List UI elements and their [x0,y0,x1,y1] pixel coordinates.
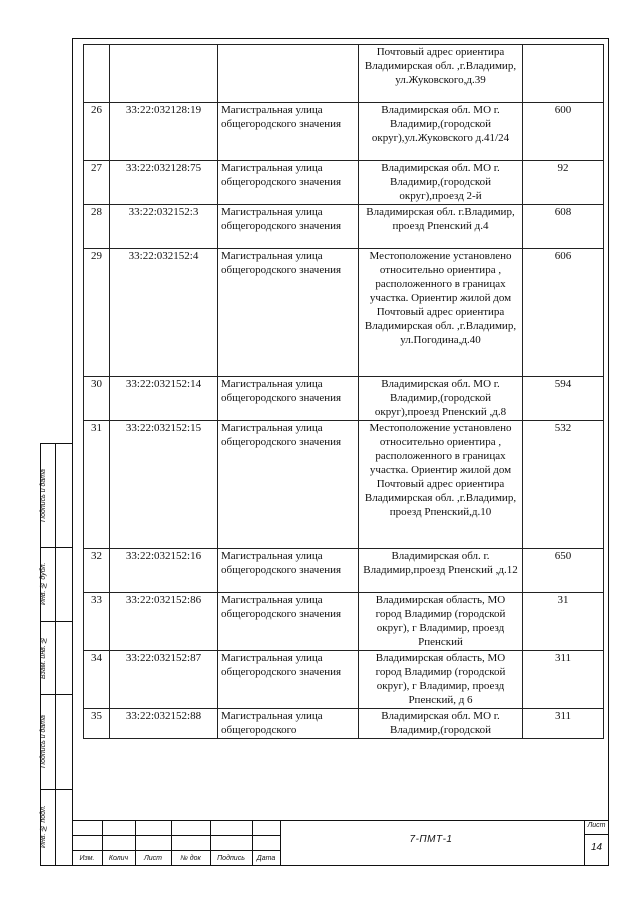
title-block-line [584,834,609,835]
address: Владимирская обл. МО г. Владимир,(городской [359,709,523,739]
sheet-number: 14 [590,842,603,853]
address: Владимирская обл. МО г. Владимир,(городской округ),проезд 2-й [359,161,523,205]
area: 92 [523,161,604,205]
stamp-divider [41,547,72,548]
table-row [84,205,604,249]
title-block-line [72,835,280,836]
table-row [84,593,604,651]
land-use: Магистральная улица общегородского значения [218,651,359,709]
table-row [84,651,604,709]
area: 650 [523,549,604,593]
row-number: 30 [84,377,110,421]
address: Владимирская область, МО город Владимир (городской округ), г Владимир, проезд Рпенский [359,593,523,651]
cadastral-number: 33:22:032152:88 [110,709,218,739]
col-label-sheet: Лист [143,855,163,862]
address: Владимирская обл. г.Владимир, проезд Рпенский д.4 [359,205,523,249]
table-row [84,709,604,739]
area: 31 [523,593,604,651]
area: 311 [523,709,604,739]
land-use: Магистральная улица общегородского [218,709,359,739]
area [523,45,604,103]
row-number [84,45,110,103]
row-number: 28 [84,205,110,249]
stamp-divider [41,621,72,622]
row-number: 33 [84,593,110,651]
area: 606 [523,249,604,377]
land-use: Магистральная улица общегородского значения [218,161,359,205]
cadastral-number: 33:22:032128:75 [110,161,218,205]
col-label-quantity: Колич [108,855,129,862]
stamp-divider [41,789,72,790]
title-block-line [72,850,280,851]
table-row [84,377,604,421]
cadastral-number: 33:22:032152:16 [110,549,218,593]
row-number: 34 [84,651,110,709]
address: Почтовый адрес ориентира Владимирская обл. ,г.Владимир, ул.Жуковского,д.39 [359,45,523,103]
land-use [218,45,359,103]
land-use: Магистральная улица общегородского значения [218,421,359,549]
row-number: 31 [84,421,110,549]
stamp-original-inventory: Инв. № подл. [40,805,47,849]
table-row [84,421,604,549]
cadastral-number: 33:22:032152:15 [110,421,218,549]
row-number: 35 [84,709,110,739]
land-use: Магистральная улица общегородского значения [218,549,359,593]
col-label-date: Дата [256,855,276,862]
title-block-line [72,820,609,821]
land-plots-table [83,44,604,739]
cadastral-number: 33:22:032152:14 [110,377,218,421]
land-use: Магистральная улица общегородского значения [218,377,359,421]
stamp-duplicate-inventory: Инв. № дубл. [40,562,47,606]
col-label-doc-number: № док [180,855,201,862]
table-row [84,249,604,377]
row-number: 27 [84,161,110,205]
address: Местоположение установлено относительно ориентира , расположенного в границах участка. Ориентир жилой дом Почтовый адрес ориентира Владимирская обл. ,г.Владимир, ул.Погодина,д.40 [359,249,523,377]
table-row [84,45,604,103]
sheet-label: Лист [587,822,606,829]
cadastral-number: 33:22:032152:86 [110,593,218,651]
table-row [84,549,604,593]
address: Владимирская обл. МО г. Владимир,(городской округ),проезд Рпенский ,д.8 [359,377,523,421]
margin-stamp [40,443,73,866]
row-number: 29 [84,249,110,377]
area: 532 [523,421,604,549]
stamp-replacement-inventory: Взам. инв. № [40,636,47,679]
table-row [84,161,604,205]
area: 594 [523,377,604,421]
land-use: Магистральная улица общегородского значения [218,103,359,161]
land-use: Магистральная улица общегородского значения [218,249,359,377]
document-code: 7-ПМТ-1 [409,834,453,845]
stamp-signature-date-2: Подпись и дата [40,715,47,768]
area: 600 [523,103,604,161]
land-use: Магистральная улица общегородского значения [218,593,359,651]
address: Местоположение установлено относительно ориентира , расположенного в границах участка. Ориентир жилой дом Почтовый адрес ориентира Владимирская обл. ,г.Владимир, проезд Рпенский,д.10 [359,421,523,549]
area: 311 [523,651,604,709]
address: Владимирская область, МО город Владимир (городской округ), г Владимир, проезд Рпенский, д 6 [359,651,523,709]
land-use: Магистральная улица общегородского значения [218,205,359,249]
cadastral-number: 33:22:032152:4 [110,249,218,377]
row-number: 32 [84,549,110,593]
row-number: 26 [84,103,110,161]
table-row [84,103,604,161]
area: 608 [523,205,604,249]
address: Владимирская обл. МО г. Владимир,(городской округ),ул.Жуковского д.41/24 [359,103,523,161]
stamp-signature-date: Подпись и дата [40,469,47,523]
stamp-divider [41,694,72,695]
cadastral-number [110,45,218,103]
col-label-change: Изм. [79,855,95,862]
cadastral-number: 33:22:032152:87 [110,651,218,709]
address: Владимирская обл. г. Владимир,проезд Рпенский ,д.12 [359,549,523,593]
col-label-signature: Подпись [217,855,245,862]
cadastral-number: 33:22:032128:19 [110,103,218,161]
cadastral-number: 33:22:032152:3 [110,205,218,249]
